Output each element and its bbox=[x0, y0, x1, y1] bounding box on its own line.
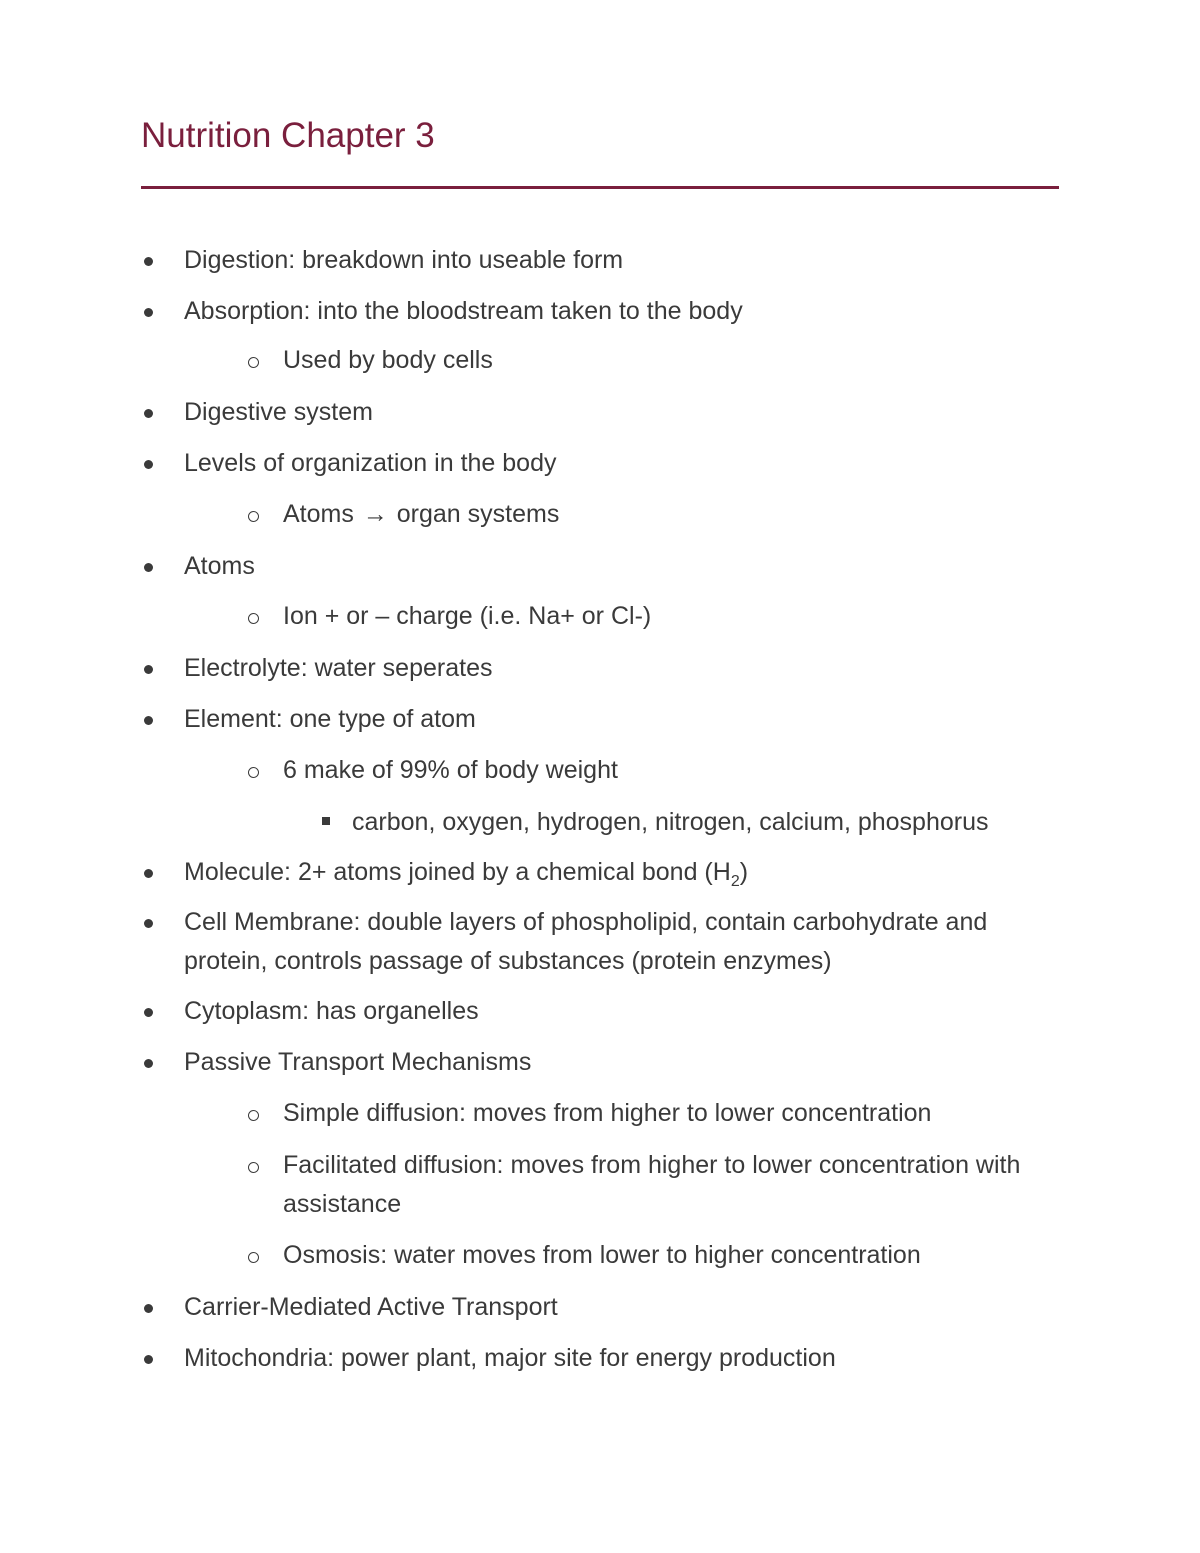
bullet-dot-icon bbox=[144, 665, 153, 674]
list-item bbox=[184, 393, 1064, 432]
list-item bbox=[283, 495, 1063, 534]
list-item bbox=[184, 444, 1064, 483]
list-item-text: organ systems bbox=[396, 500, 560, 528]
bullet-dot-icon bbox=[144, 1059, 153, 1068]
list-item bbox=[184, 903, 1064, 981]
list-item-text: Molecule: 2+ atoms joined by a chemical bond (H bbox=[184, 858, 731, 886]
list-item-text: Carrier-Mediated Active Transport bbox=[184, 1293, 558, 1321]
list-item-text: Atoms bbox=[184, 552, 255, 580]
bullet-dot-icon bbox=[144, 869, 153, 878]
list-item-text: Element: one type of atom bbox=[184, 705, 476, 733]
bullet-dot-icon bbox=[144, 1355, 153, 1364]
bullet-dot-icon bbox=[144, 409, 153, 418]
list-item bbox=[184, 547, 1064, 586]
page-title: Nutrition Chapter 3 bbox=[141, 116, 435, 155]
bullet-dot-icon bbox=[144, 308, 153, 317]
list-item-text: Levels of organization in the body bbox=[184, 449, 557, 477]
list-item-text: Absorption: into the bloodstream taken to the body bbox=[184, 297, 743, 325]
list-item bbox=[184, 241, 1064, 280]
list-item bbox=[184, 992, 1064, 1031]
list-item-text: Cytoplasm: has organelles bbox=[184, 997, 479, 1025]
list-item bbox=[283, 1146, 1063, 1224]
list-item-text: Digestion: breakdown into useable form bbox=[184, 246, 624, 274]
bullet-dot-icon bbox=[144, 716, 153, 725]
list-item-text: Facilitated diffusion: moves from higher to lower concentration with assistance bbox=[283, 1151, 1021, 1218]
bullet-circle-icon bbox=[248, 357, 259, 368]
subscript: 2 bbox=[730, 873, 740, 890]
list-item bbox=[283, 1094, 1063, 1133]
bullet-dot-icon bbox=[144, 257, 153, 266]
list-item bbox=[184, 1288, 1064, 1327]
bullet-dot-icon bbox=[144, 919, 153, 928]
list-item-text: Cell Membrane: double layers of phospholipid, contain carbohydrate and protein, controls passage of substances (protein enzymes) bbox=[184, 908, 988, 975]
bullet-dot-icon bbox=[144, 460, 153, 469]
bullet-square-icon bbox=[322, 817, 330, 825]
list-item-text: 6 make of 99% of body weight bbox=[283, 756, 618, 784]
bullet-circle-icon bbox=[248, 1110, 259, 1121]
list-item-text: Mitochondria: power plant, major site for energy production bbox=[184, 1344, 836, 1372]
list-item bbox=[184, 1043, 1064, 1082]
list-item bbox=[184, 853, 1064, 892]
list-item-text: carbon, oxygen, hydrogen, nitrogen, calcium, phosphorus bbox=[352, 808, 989, 836]
list-item bbox=[283, 1236, 1063, 1275]
list-item-text: Electrolyte: water seperates bbox=[184, 654, 493, 682]
list-item bbox=[184, 700, 1064, 739]
bullet-circle-icon bbox=[248, 1162, 259, 1173]
list-item-text: Passive Transport Mechanisms bbox=[184, 1048, 532, 1076]
list-item-text: Atoms bbox=[283, 500, 354, 528]
list-item bbox=[184, 1339, 1064, 1378]
list-item bbox=[184, 649, 1064, 688]
list-item-text: Ion + or – charge (i.e. Na+ or Cl-) bbox=[283, 602, 652, 630]
bullet-circle-icon bbox=[248, 1252, 259, 1263]
list-item bbox=[283, 341, 1063, 380]
list-item-text: ) bbox=[739, 858, 749, 886]
list-item-text: Osmosis: water moves from lower to higher concentration bbox=[283, 1241, 921, 1269]
list-item-text: Used by body cells bbox=[283, 346, 493, 374]
list-item bbox=[184, 292, 1064, 331]
bullet-dot-icon bbox=[144, 1008, 153, 1017]
list-item bbox=[283, 597, 1063, 636]
list-item bbox=[352, 803, 1062, 842]
list-item-text: Simple diffusion: moves from higher to lower concentration bbox=[283, 1099, 932, 1127]
bullet-dot-icon bbox=[144, 1304, 153, 1313]
list-item bbox=[283, 751, 1063, 790]
bullet-dot-icon bbox=[144, 563, 153, 572]
bullet-circle-icon bbox=[248, 511, 259, 522]
list-item-text: Digestive system bbox=[184, 398, 373, 426]
right-arrow-icon: → bbox=[362, 500, 388, 528]
bullet-circle-icon bbox=[248, 613, 259, 624]
title-divider bbox=[141, 186, 1059, 189]
bullet-circle-icon bbox=[248, 767, 259, 778]
